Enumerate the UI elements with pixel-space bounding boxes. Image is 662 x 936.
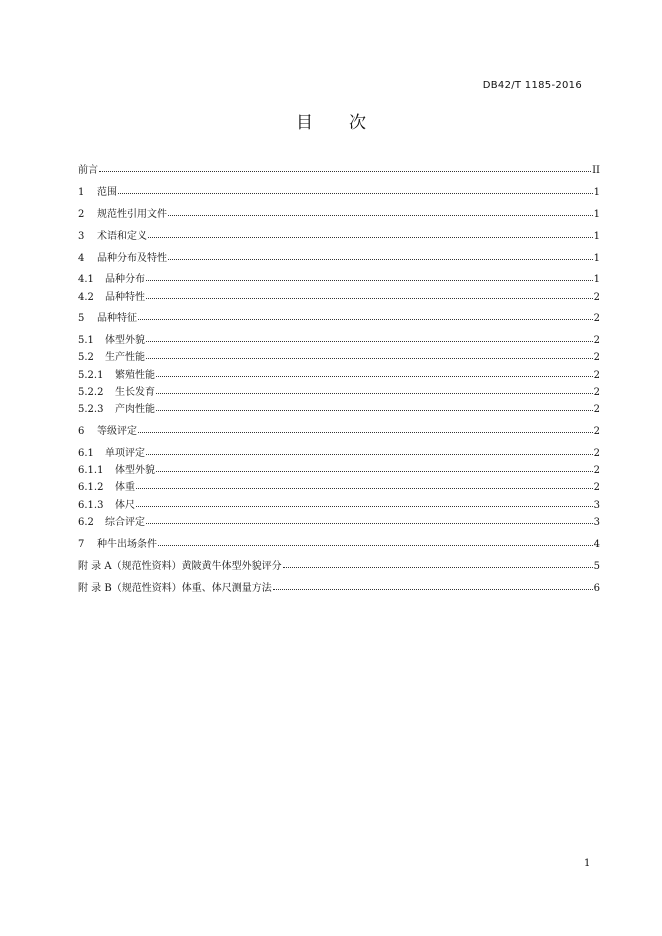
toc-page: 1	[593, 274, 600, 285]
toc-label: 规范性引用文件	[97, 209, 167, 220]
toc-number: 5	[78, 313, 85, 324]
toc-number: 6	[78, 426, 85, 437]
toc-page: 2	[593, 448, 600, 459]
toc-entry[interactable]	[78, 368, 600, 383]
toc-label: 繁殖性能	[115, 370, 155, 381]
toc-label: 综合评定	[105, 517, 145, 528]
toc-number: 6.1	[78, 448, 94, 459]
toc-entry[interactable]	[78, 290, 600, 305]
toc-number: 5.2.3	[78, 404, 104, 415]
toc-page: 2	[593, 387, 600, 398]
toc-page: 2	[593, 335, 600, 346]
toc-entry[interactable]	[78, 350, 600, 365]
toc-number: 2	[78, 209, 85, 220]
toc-page: 2	[593, 465, 600, 476]
toc-entry[interactable]	[78, 446, 600, 461]
toc-entry[interactable]	[78, 229, 600, 244]
toc-number: 6.1.3	[78, 500, 104, 511]
toc-page: 4	[593, 539, 600, 550]
toc-label: 术语和定义	[97, 231, 147, 242]
toc-page: 5	[593, 561, 600, 572]
toc-page: 2	[593, 313, 600, 324]
toc-label: 生产性能	[105, 352, 145, 363]
toc-label: 体型外貌	[105, 335, 145, 346]
toc-entry[interactable]	[78, 559, 600, 574]
toc-label: 前言	[78, 165, 98, 176]
toc-page: 1	[593, 231, 600, 242]
toc-label: 品种特征	[97, 313, 137, 324]
toc-page: 6	[593, 583, 600, 594]
toc-label: 附 录 A（规范性资料）黄陂黄牛体型外貌评分	[78, 561, 282, 572]
toc-number: 1	[78, 187, 85, 198]
toc-entry[interactable]	[78, 581, 600, 596]
toc-entry[interactable]	[78, 272, 600, 287]
toc-page: II	[592, 165, 600, 176]
toc-entry[interactable]	[78, 251, 600, 266]
toc-entry[interactable]	[78, 333, 600, 348]
toc-entry[interactable]	[78, 515, 600, 530]
toc-entry[interactable]	[78, 537, 600, 552]
toc-label: 体尺	[115, 500, 135, 511]
toc-number: 5.1	[78, 335, 94, 346]
toc-entry[interactable]	[78, 207, 600, 222]
toc-label: 品种分布及特性	[97, 253, 167, 264]
toc-page: 2	[593, 370, 600, 381]
toc-page: 2	[593, 352, 600, 363]
toc-label: 体型外貌	[115, 465, 155, 476]
toc-page: 3	[593, 500, 600, 511]
toc-number: 4	[78, 253, 85, 264]
toc-page: 2	[593, 482, 600, 493]
toc-entry[interactable]	[78, 163, 600, 178]
toc-number: 6.1.2	[78, 482, 104, 493]
toc-number: 7	[78, 539, 85, 550]
toc-page: 1	[593, 187, 600, 198]
toc-label: 单项评定	[105, 448, 145, 459]
toc-page: 3	[593, 517, 600, 528]
toc-label: 等级评定	[97, 426, 137, 437]
toc-entry[interactable]	[78, 402, 600, 417]
toc-entry[interactable]	[78, 480, 600, 495]
toc-entry[interactable]	[78, 463, 600, 478]
page-title	[0, 108, 662, 133]
toc-number: 4.1	[78, 274, 94, 285]
toc-page: 1	[593, 253, 600, 264]
toc-label: 种牛出场条件	[97, 539, 157, 550]
toc-entry[interactable]	[78, 424, 600, 439]
toc-label: 品种特性	[105, 292, 145, 303]
toc-number: 6.2	[78, 517, 94, 528]
toc-label: 品种分布	[105, 274, 145, 285]
toc-number: 5.2	[78, 352, 94, 363]
toc-page: 2	[593, 404, 600, 415]
toc-entry[interactable]	[78, 311, 600, 326]
toc-entry[interactable]	[78, 185, 600, 200]
toc-label: 附 录 B（规范性资料）体重、体尺测量方法	[78, 583, 272, 594]
document-code: DB42/T 1185-2016	[482, 80, 582, 91]
toc-page: 2	[593, 426, 600, 437]
toc-number: 6.1.1	[78, 465, 104, 476]
toc-entry[interactable]	[78, 498, 600, 513]
toc-label: 体重	[115, 482, 135, 493]
toc-label: 生长发育	[115, 387, 155, 398]
toc-page: 2	[593, 292, 600, 303]
toc-label: 范围	[97, 187, 117, 198]
page-number: 1	[584, 858, 591, 869]
toc-number: 5.2.1	[78, 370, 104, 381]
toc-label: 产肉性能	[115, 404, 155, 415]
title-char-1: 目	[296, 113, 313, 133]
toc-number: 3	[78, 231, 85, 242]
toc-number: 5.2.2	[78, 387, 104, 398]
toc-page: 1	[593, 209, 600, 220]
title-char-2: 次	[349, 113, 366, 133]
toc-entry[interactable]	[78, 385, 600, 400]
toc-number: 4.2	[78, 292, 94, 303]
